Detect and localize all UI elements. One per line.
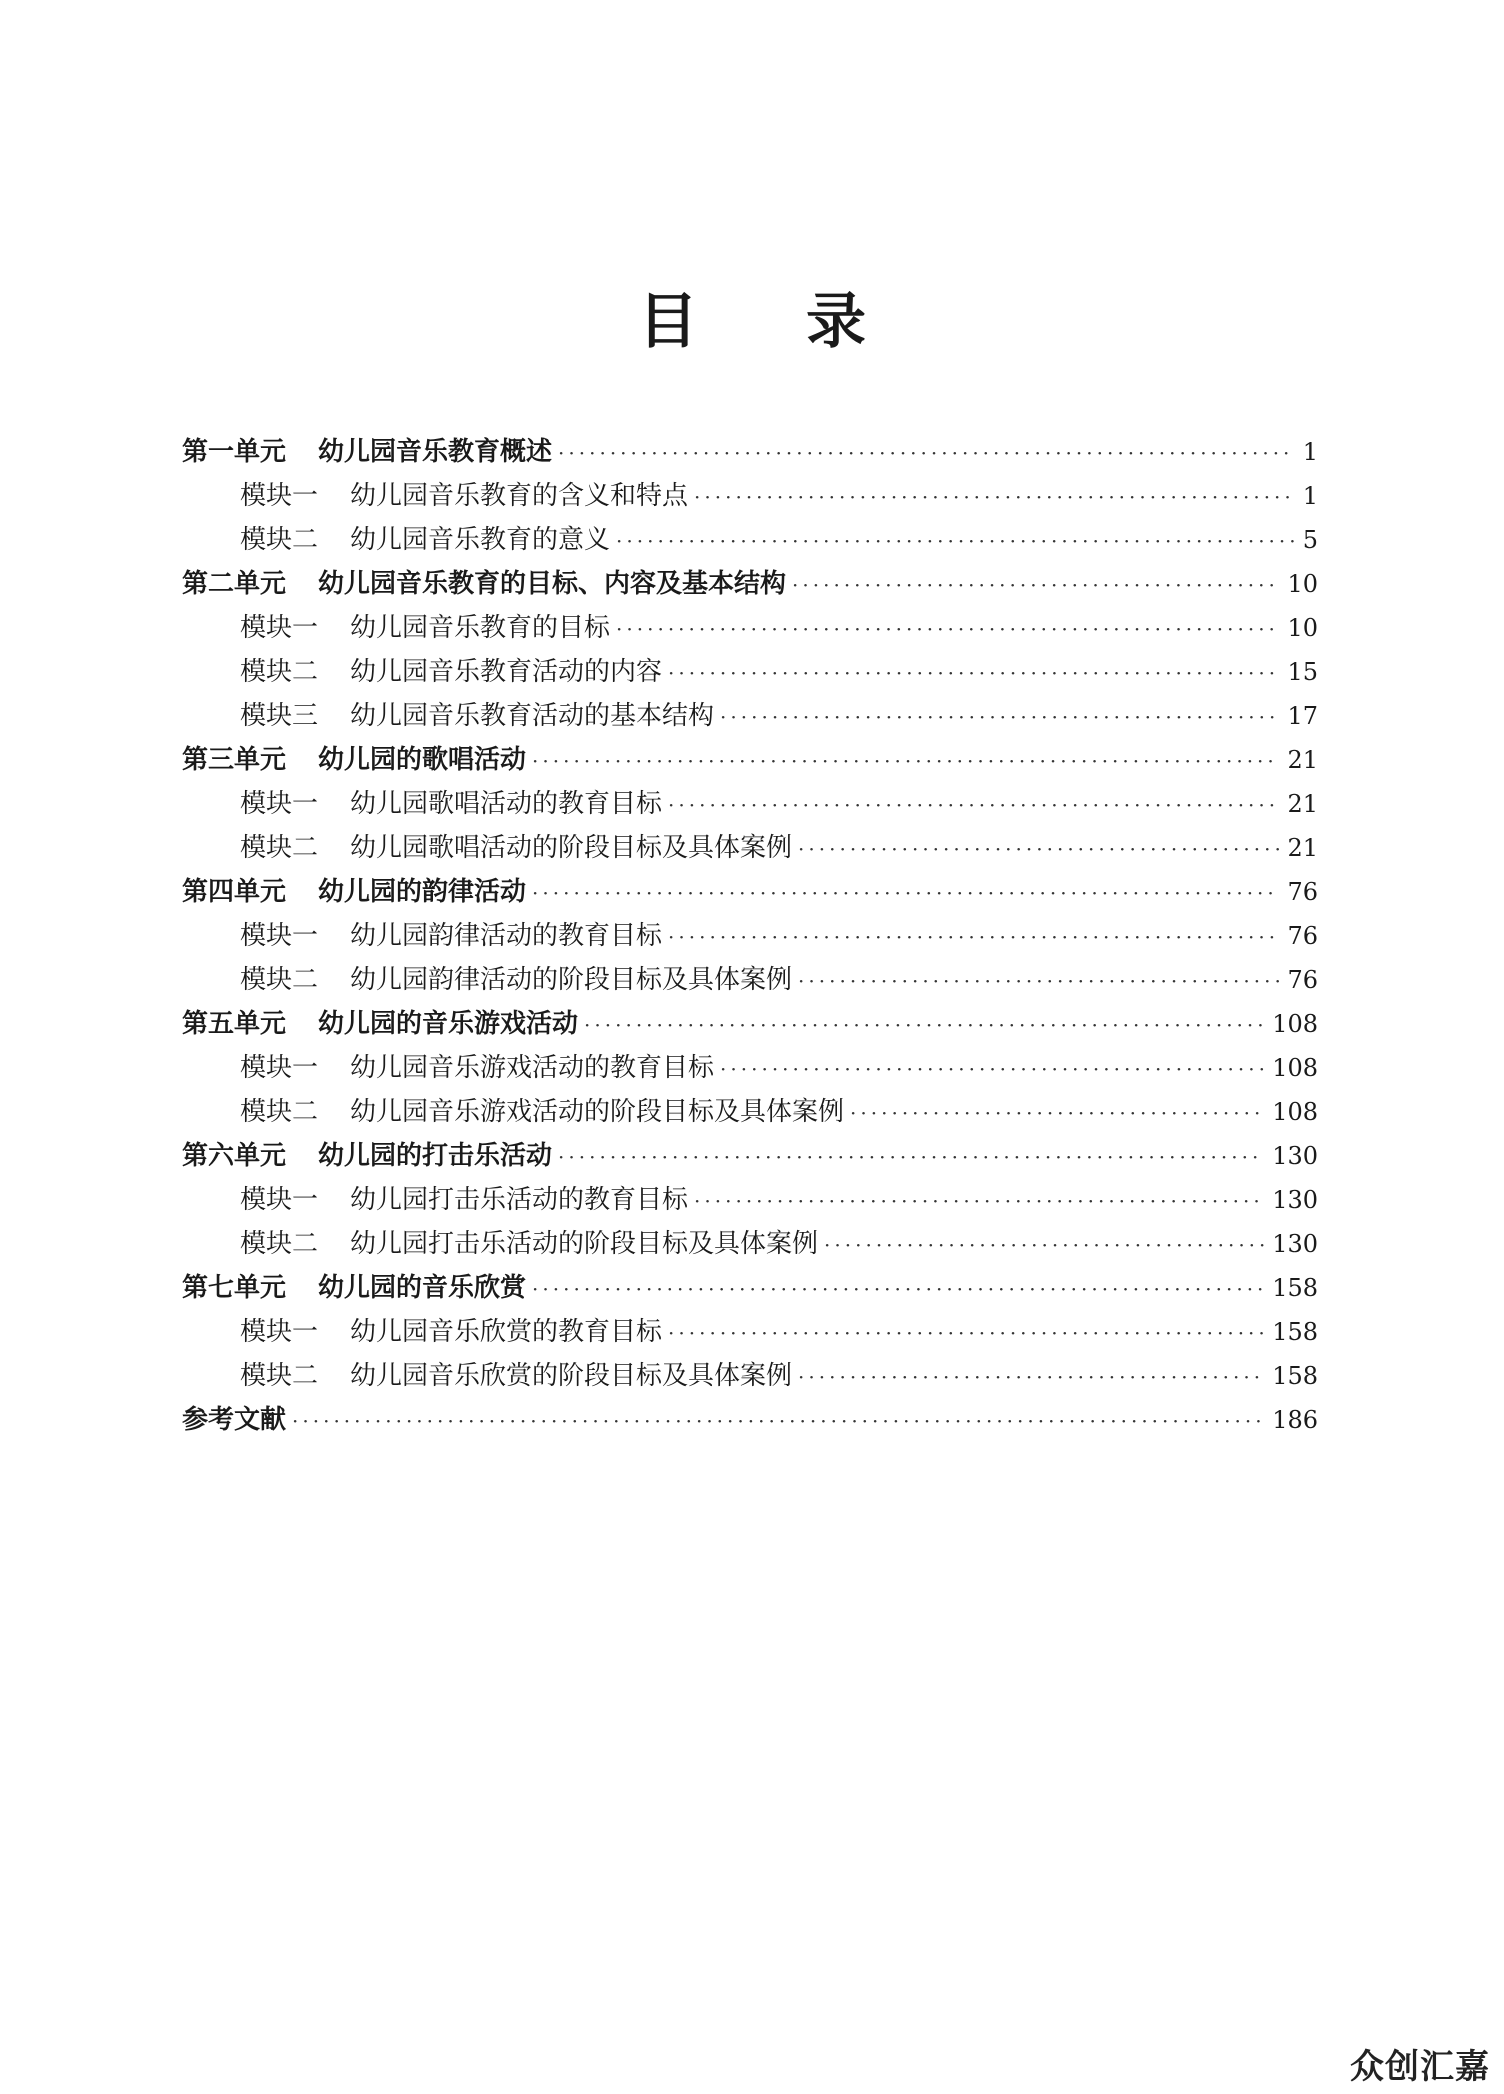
- toc-page-number: 108: [1272, 1054, 1318, 1082]
- dot-leader: [850, 1091, 1264, 1135]
- toc-row-unit-6[interactable]: [182, 1134, 1318, 1178]
- toc-module-number: 模块一: [240, 481, 319, 511]
- toc-page-number: 21: [1287, 834, 1318, 862]
- toc-module-number: 模块一: [240, 921, 319, 951]
- toc-module-title: 幼儿园音乐教育活动的内容: [350, 657, 663, 687]
- title-char-2: 录: [806, 287, 866, 357]
- toc-module-title: 幼儿园音乐教育的含义和特点: [350, 481, 689, 511]
- toc-unit-title: 幼儿园的音乐游戏活动: [318, 1009, 579, 1039]
- toc-page-number: 76: [1287, 878, 1318, 906]
- toc-unit-title: 幼儿园音乐教育概述: [318, 437, 553, 467]
- toc-row-module[interactable]: [240, 606, 1318, 650]
- toc-page-number: 17: [1287, 702, 1318, 730]
- dot-leader: [798, 827, 1279, 871]
- dot-leader: [720, 1047, 1264, 1091]
- dot-leader: [292, 1399, 1264, 1443]
- toc-page-number: 158: [1272, 1274, 1318, 1302]
- toc-unit-title: 幼儿园的打击乐活动: [318, 1141, 553, 1171]
- toc-row-module[interactable]: [240, 1222, 1318, 1266]
- dot-leader: [694, 1179, 1264, 1223]
- dot-leader: [668, 783, 1279, 827]
- toc-module-number: 模块二: [240, 657, 319, 687]
- dot-leader: [616, 519, 1295, 563]
- toc-module-number: 模块一: [240, 789, 319, 819]
- toc-module-number: 模块二: [240, 1229, 319, 1259]
- toc-page-number: 76: [1287, 966, 1318, 994]
- toc-module-title: 幼儿园音乐教育活动的基本结构: [350, 701, 715, 731]
- dot-leader: [532, 1267, 1264, 1311]
- toc-unit-number: 第七单元: [182, 1273, 287, 1303]
- toc-page-number: 130: [1272, 1186, 1318, 1214]
- toc-row-unit-5[interactable]: [182, 1002, 1318, 1046]
- toc-page-number: 1: [1302, 438, 1318, 466]
- toc-unit-title: 幼儿园的音乐欣赏: [318, 1273, 527, 1303]
- toc-row-module[interactable]: [240, 1354, 1318, 1398]
- toc-module-title: 幼儿园打击乐活动的阶段目标及具体案例: [350, 1229, 819, 1259]
- toc-row-module[interactable]: [240, 1178, 1318, 1222]
- toc-row-references[interactable]: [182, 1398, 1318, 1442]
- toc-module-title: 幼儿园歌唱活动的阶段目标及具体案例: [350, 833, 793, 863]
- toc-module-title: 幼儿园音乐教育的意义: [350, 525, 611, 555]
- toc-page-number: 108: [1272, 1010, 1318, 1038]
- toc-row-module[interactable]: [240, 1090, 1318, 1134]
- dot-leader: [558, 431, 1295, 475]
- dot-leader: [720, 695, 1279, 739]
- toc-page-number: 158: [1272, 1362, 1318, 1390]
- dot-leader: [584, 1003, 1264, 1047]
- toc-module-number: 模块一: [240, 1053, 319, 1083]
- toc-module-title: 幼儿园音乐欣赏的教育目标: [350, 1317, 663, 1347]
- toc-unit-number: 第五单元: [182, 1009, 287, 1039]
- dot-leader: [558, 1135, 1264, 1179]
- toc-unit-title: 幼儿园的歌唱活动: [318, 745, 527, 775]
- title-char-1: 目: [638, 287, 698, 357]
- toc-row-module[interactable]: [240, 958, 1318, 1002]
- page-title: [0, 282, 1504, 362]
- toc-unit-title: 幼儿园的韵律活动: [318, 877, 527, 907]
- toc-row-module[interactable]: [240, 1046, 1318, 1090]
- toc-row-module[interactable]: [240, 474, 1318, 518]
- toc-row-unit-1[interactable]: [182, 430, 1318, 474]
- toc-page-number: 10: [1287, 614, 1318, 642]
- toc-module-number: 模块二: [240, 1097, 319, 1127]
- toc-page-number: 1: [1302, 482, 1318, 510]
- toc-page-number: 10: [1287, 570, 1318, 598]
- dot-leader: [824, 1223, 1264, 1267]
- toc-module-title: 幼儿园音乐游戏活动的教育目标: [350, 1053, 715, 1083]
- toc-module-number: 模块三: [240, 701, 319, 731]
- dot-leader: [532, 739, 1279, 783]
- toc-row-module[interactable]: [240, 1310, 1318, 1354]
- toc-module-number: 模块一: [240, 1185, 319, 1215]
- toc-row-unit-2[interactable]: [182, 562, 1318, 606]
- toc-page-number: 15: [1287, 658, 1318, 686]
- toc-module-number: 模块二: [240, 833, 319, 863]
- toc-module-title: 幼儿园歌唱活动的教育目标: [350, 789, 663, 819]
- toc-row-unit-4[interactable]: [182, 870, 1318, 914]
- toc-row-module[interactable]: [240, 650, 1318, 694]
- toc-module-title: 幼儿园打击乐活动的教育目标: [350, 1185, 689, 1215]
- toc-module-title: 幼儿园韵律活动的阶段目标及具体案例: [350, 965, 793, 995]
- toc-unit-number: 第二单元: [182, 569, 287, 599]
- toc-row-module[interactable]: [240, 782, 1318, 826]
- toc-page-number: 130: [1272, 1142, 1318, 1170]
- toc-row-module[interactable]: [240, 518, 1318, 562]
- toc-unit-number: 第四单元: [182, 877, 287, 907]
- toc-module-number: 模块二: [240, 525, 319, 555]
- dot-leader: [792, 563, 1279, 607]
- toc-page-number: 21: [1287, 746, 1318, 774]
- toc-unit-title: 幼儿园音乐教育的目标、内容及基本结构: [318, 569, 787, 599]
- dot-leader: [668, 915, 1279, 959]
- toc-row-module[interactable]: [240, 826, 1318, 870]
- toc-row-unit-7[interactable]: [182, 1266, 1318, 1310]
- toc-page-number: 130: [1272, 1230, 1318, 1258]
- toc-module-title: 幼儿园音乐游戏活动的阶段目标及具体案例: [350, 1097, 845, 1127]
- toc-page-number: 76: [1287, 922, 1318, 950]
- toc-module-title: 幼儿园韵律活动的教育目标: [350, 921, 663, 951]
- toc-row-unit-3[interactable]: [182, 738, 1318, 782]
- toc-unit-number: 第一单元: [182, 437, 287, 467]
- watermark-logo: 众创汇嘉: [1350, 2047, 1490, 2087]
- toc-page-number: 5: [1302, 526, 1318, 554]
- toc-page-number: 186: [1272, 1406, 1318, 1434]
- dot-leader: [694, 475, 1295, 519]
- dot-leader: [798, 1355, 1264, 1399]
- toc-page-number: 108: [1272, 1098, 1318, 1126]
- dot-leader: [668, 1311, 1264, 1355]
- toc-page-number: 21: [1287, 790, 1318, 818]
- toc-row-module[interactable]: [240, 914, 1318, 958]
- toc-module-title: 幼儿园音乐欣赏的阶段目标及具体案例: [350, 1361, 793, 1391]
- toc-row-module[interactable]: [240, 694, 1318, 738]
- dot-leader: [532, 871, 1279, 915]
- toc-module-number: 模块二: [240, 1361, 319, 1391]
- dot-leader: [668, 651, 1279, 695]
- toc-unit-number: 第六单元: [182, 1141, 287, 1171]
- toc-module-number: 模块一: [240, 613, 319, 643]
- toc-module-title: 幼儿园音乐教育的目标: [350, 613, 611, 643]
- toc-unit-number: 第三单元: [182, 745, 287, 775]
- dot-leader: [616, 607, 1279, 651]
- toc-module-number: 模块一: [240, 1317, 319, 1347]
- toc-module-number: 模块二: [240, 965, 319, 995]
- dot-leader: [798, 959, 1279, 1003]
- toc-page-number: 158: [1272, 1318, 1318, 1346]
- toc-references-title: 参考文献: [182, 1405, 287, 1435]
